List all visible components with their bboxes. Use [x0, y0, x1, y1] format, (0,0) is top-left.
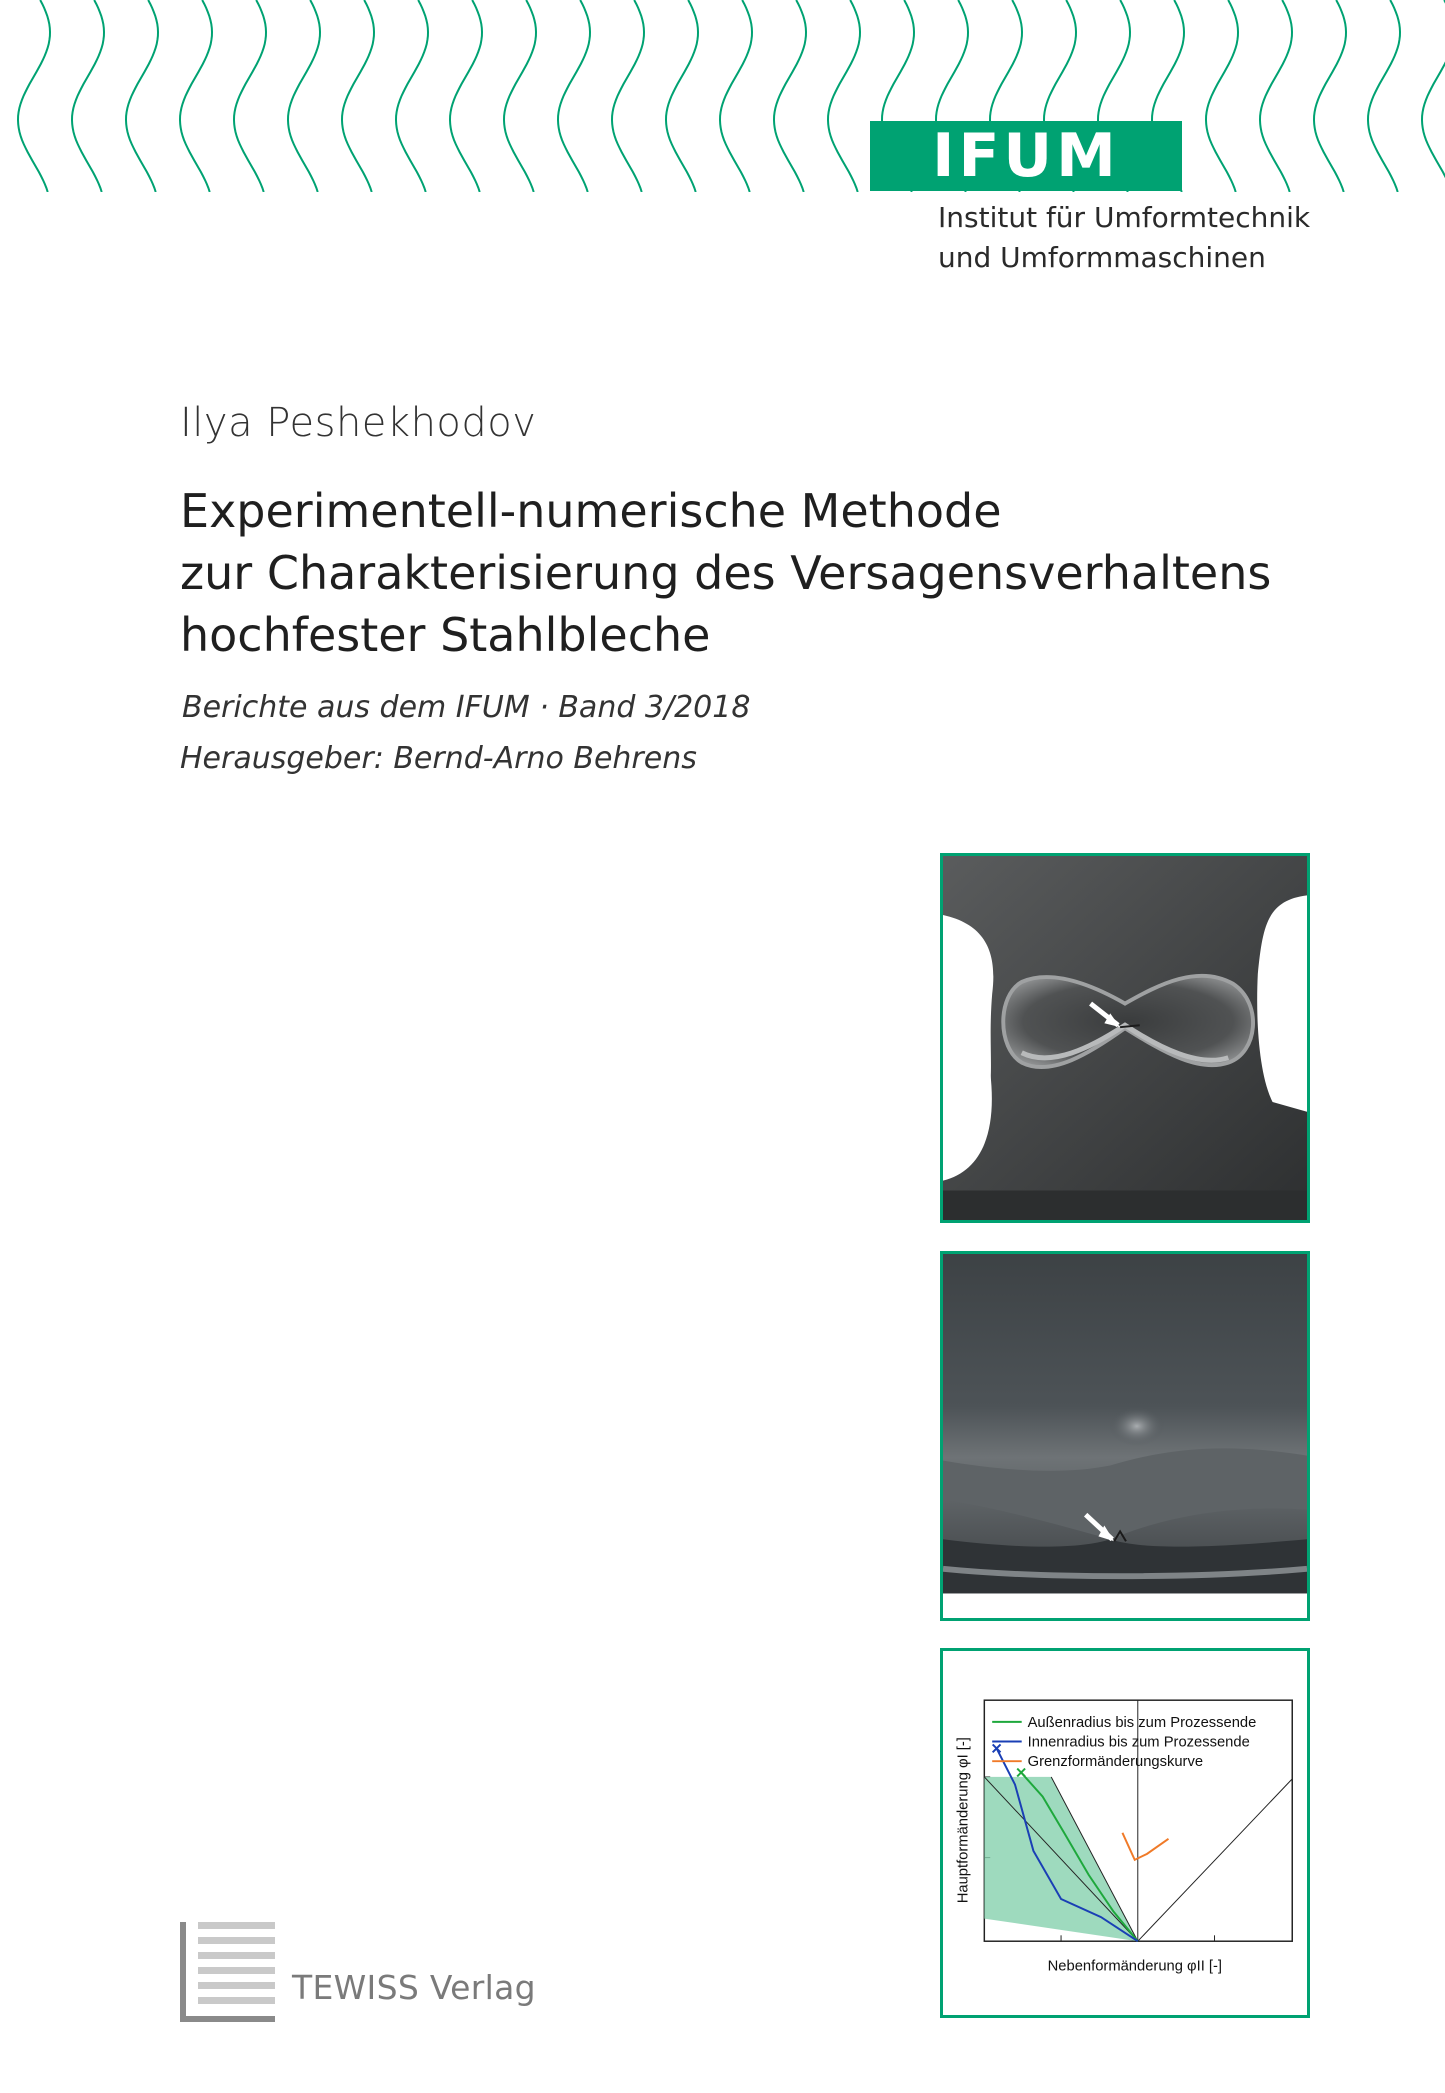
wave-line — [450, 0, 482, 192]
publisher-logo-icon — [180, 1922, 280, 2022]
wave-line — [666, 0, 698, 192]
wave-line — [774, 0, 806, 192]
book-title — [180, 480, 1272, 666]
legend-label-0: Außenradius bis zum Prozessende — [1027, 1714, 1257, 1731]
series-info: Berichte aus dem IFUM · Band 3/2018 — [182, 690, 751, 725]
title-line-1: Experimentell-numerische Methode — [180, 484, 1002, 538]
chart-ylabel: Hauptformänderung φI [-] — [955, 1737, 972, 1904]
wave-line — [288, 0, 320, 192]
publisher-name: TEWISS Verlag — [292, 1968, 536, 2007]
wave-line — [1206, 0, 1238, 192]
editor-info: Herausgeber: Bernd-Arno Behrens — [180, 741, 697, 776]
wave-line — [234, 0, 266, 192]
legend-label-2: Grenzformänderungskurve — [1027, 1754, 1204, 1771]
wave-line — [1422, 0, 1445, 192]
institute-name — [938, 198, 1310, 278]
wave-line — [18, 0, 50, 192]
title-line-2: zur Charakterisierung des Versagensverhaltens — [180, 546, 1272, 600]
wave-line — [180, 0, 212, 192]
drawn-part-photo — [940, 1251, 1310, 1621]
wave-line — [612, 0, 644, 192]
wave-line — [558, 0, 590, 192]
wave-line — [342, 0, 374, 192]
wave-line — [1260, 0, 1292, 192]
specimen-photo — [940, 853, 1310, 1223]
legend-label-1: Innenradius bis zum Prozessende — [1027, 1734, 1250, 1751]
institute-line-1: Institut für Umformtechnik — [938, 201, 1311, 234]
ifum-logo: IFUM — [870, 121, 1182, 191]
institute-line-2: und Umformmaschinen — [938, 241, 1266, 274]
wave-line — [1314, 0, 1346, 192]
forming-limit-chart — [940, 1648, 1310, 2018]
wave-line — [1368, 0, 1400, 192]
wave-line — [504, 0, 536, 192]
title-line-3: hochfester Stahlbleche — [180, 608, 711, 662]
wave-line — [72, 0, 104, 192]
wave-line — [396, 0, 428, 192]
wave-line — [720, 0, 752, 192]
chart-xlabel: Nebenformänderung φII [-] — [1047, 1958, 1223, 1975]
wave-line — [828, 0, 860, 192]
wave-line — [126, 0, 158, 192]
author-name: Ilya Peshekhodov — [180, 400, 537, 446]
wave-pattern-header — [0, 0, 1445, 192]
